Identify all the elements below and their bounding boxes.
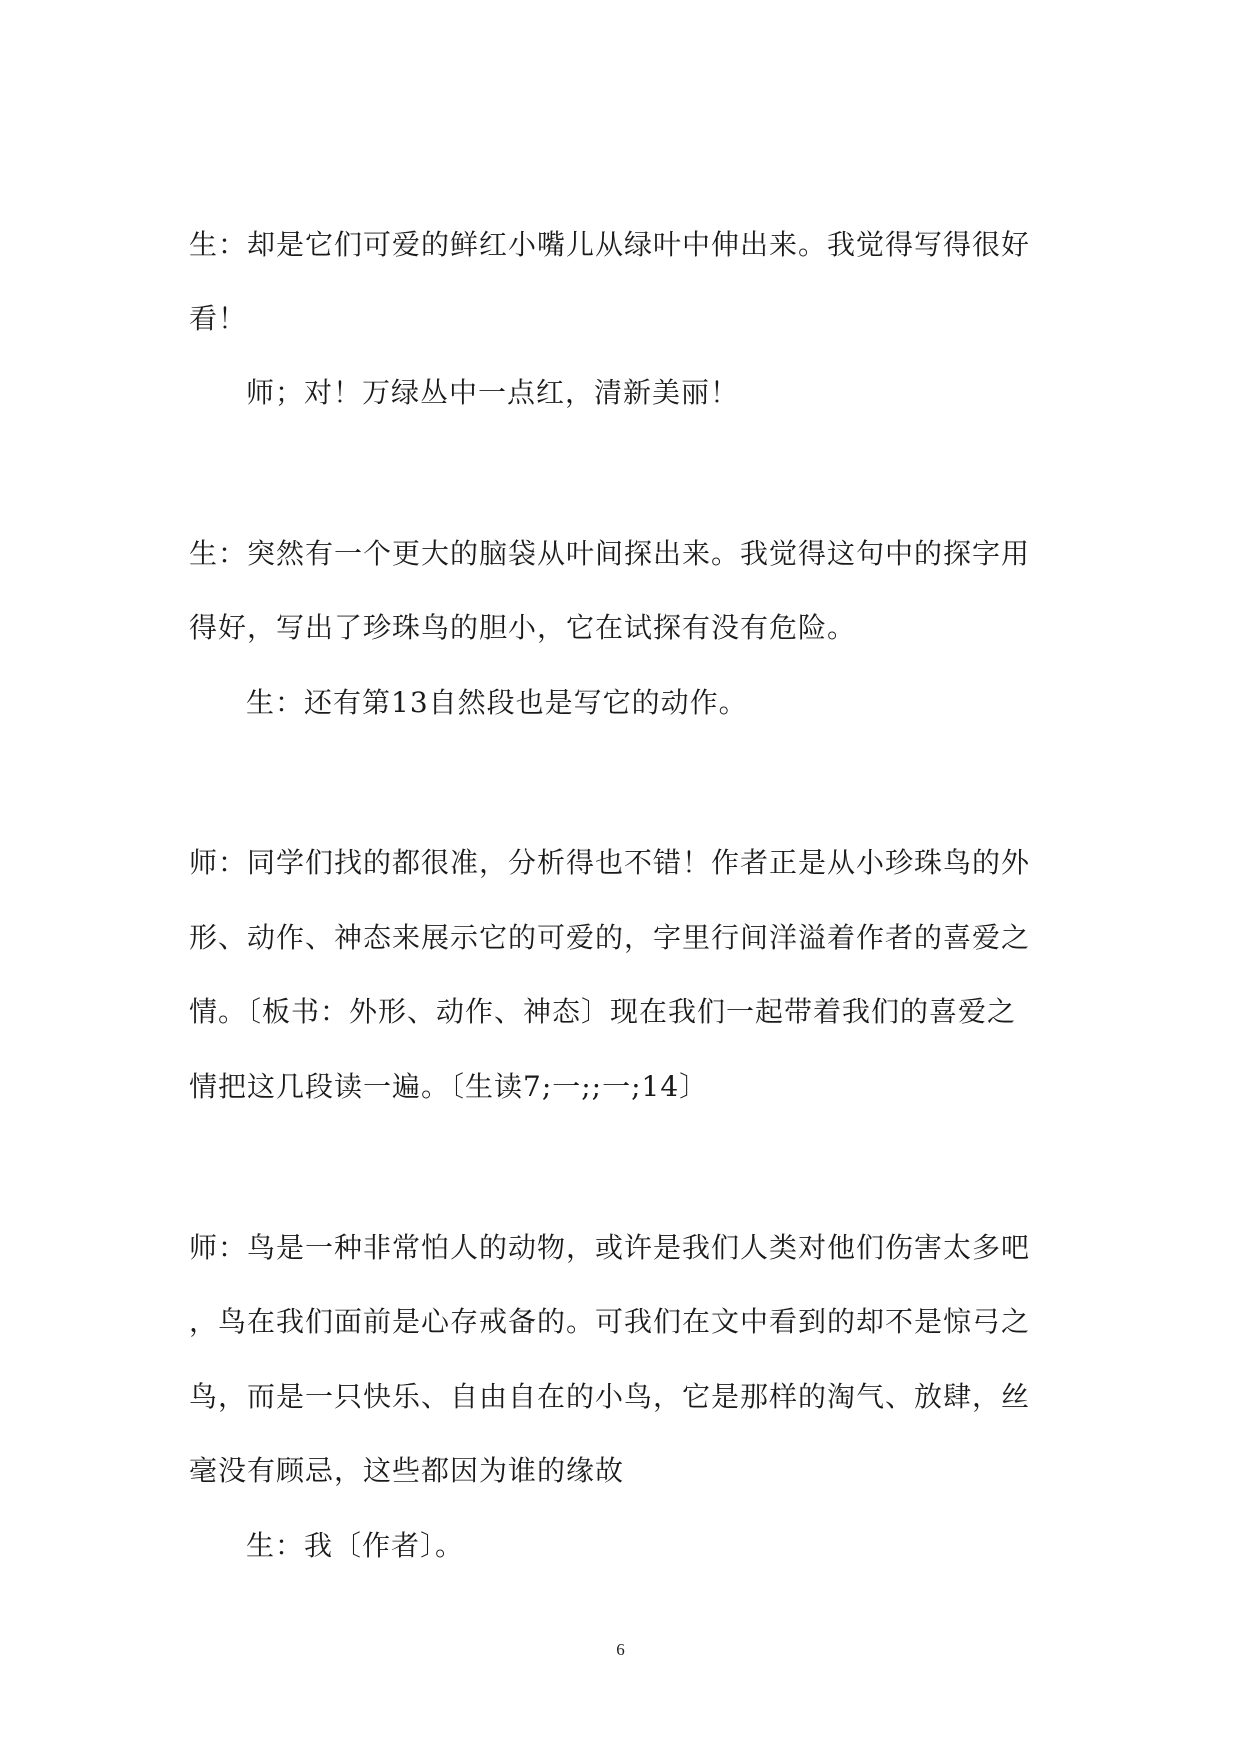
text-line: 生：却是它们可爱的鲜红小嘴儿从绿叶中伸出来。我觉得写得很好 bbox=[189, 228, 1031, 261]
text-line: 鸟，而是一只快乐、自由自在的小鸟，它是那样的淘气、放肆，丝 bbox=[189, 1380, 1031, 1413]
text-line: 情把这几段读一遍。〔生读7;一;;一;14〕 bbox=[189, 1070, 709, 1103]
text-line: 毫没有顾忌，这些都因为谁的缘故 bbox=[189, 1454, 625, 1487]
text-line: 生：突然有一个更大的脑袋从叶间探出来。我觉得这句中的探字用 bbox=[189, 537, 1031, 570]
text-line: 生：还有第13自然段也是写它的动作。 bbox=[246, 686, 748, 719]
text-line: 师：同学们找的都很准，分析得也不错！作者正是从小珍珠鸟的外 bbox=[189, 846, 1031, 879]
text-line: 师；对！万绿丛中一点红，清新美丽！ bbox=[246, 376, 740, 409]
page-number: 6 bbox=[616, 1640, 625, 1659]
text-line: 得好，写出了珍珠鸟的胆小，它在试探有没有危险。 bbox=[189, 611, 857, 644]
text-line: 情。〔板书：外形、动作、神态〕现在我们一起带着我们的喜爱之 bbox=[189, 995, 1017, 1028]
text-line: 形、动作、神态来展示它的可爱的，字里行间洋溢着作者的喜爱之 bbox=[189, 921, 1031, 954]
text-line: 生：我〔作者〕。 bbox=[246, 1529, 465, 1562]
text-line: 看！ bbox=[189, 302, 248, 335]
text-line: 师：鸟是一种非常怕人的动物，或许是我们人类对他们伤害太多吧 bbox=[189, 1231, 1031, 1264]
text-line: ，鸟在我们面前是心存戒备的。可我们在文中看到的却不是惊弓之 bbox=[189, 1305, 1031, 1338]
